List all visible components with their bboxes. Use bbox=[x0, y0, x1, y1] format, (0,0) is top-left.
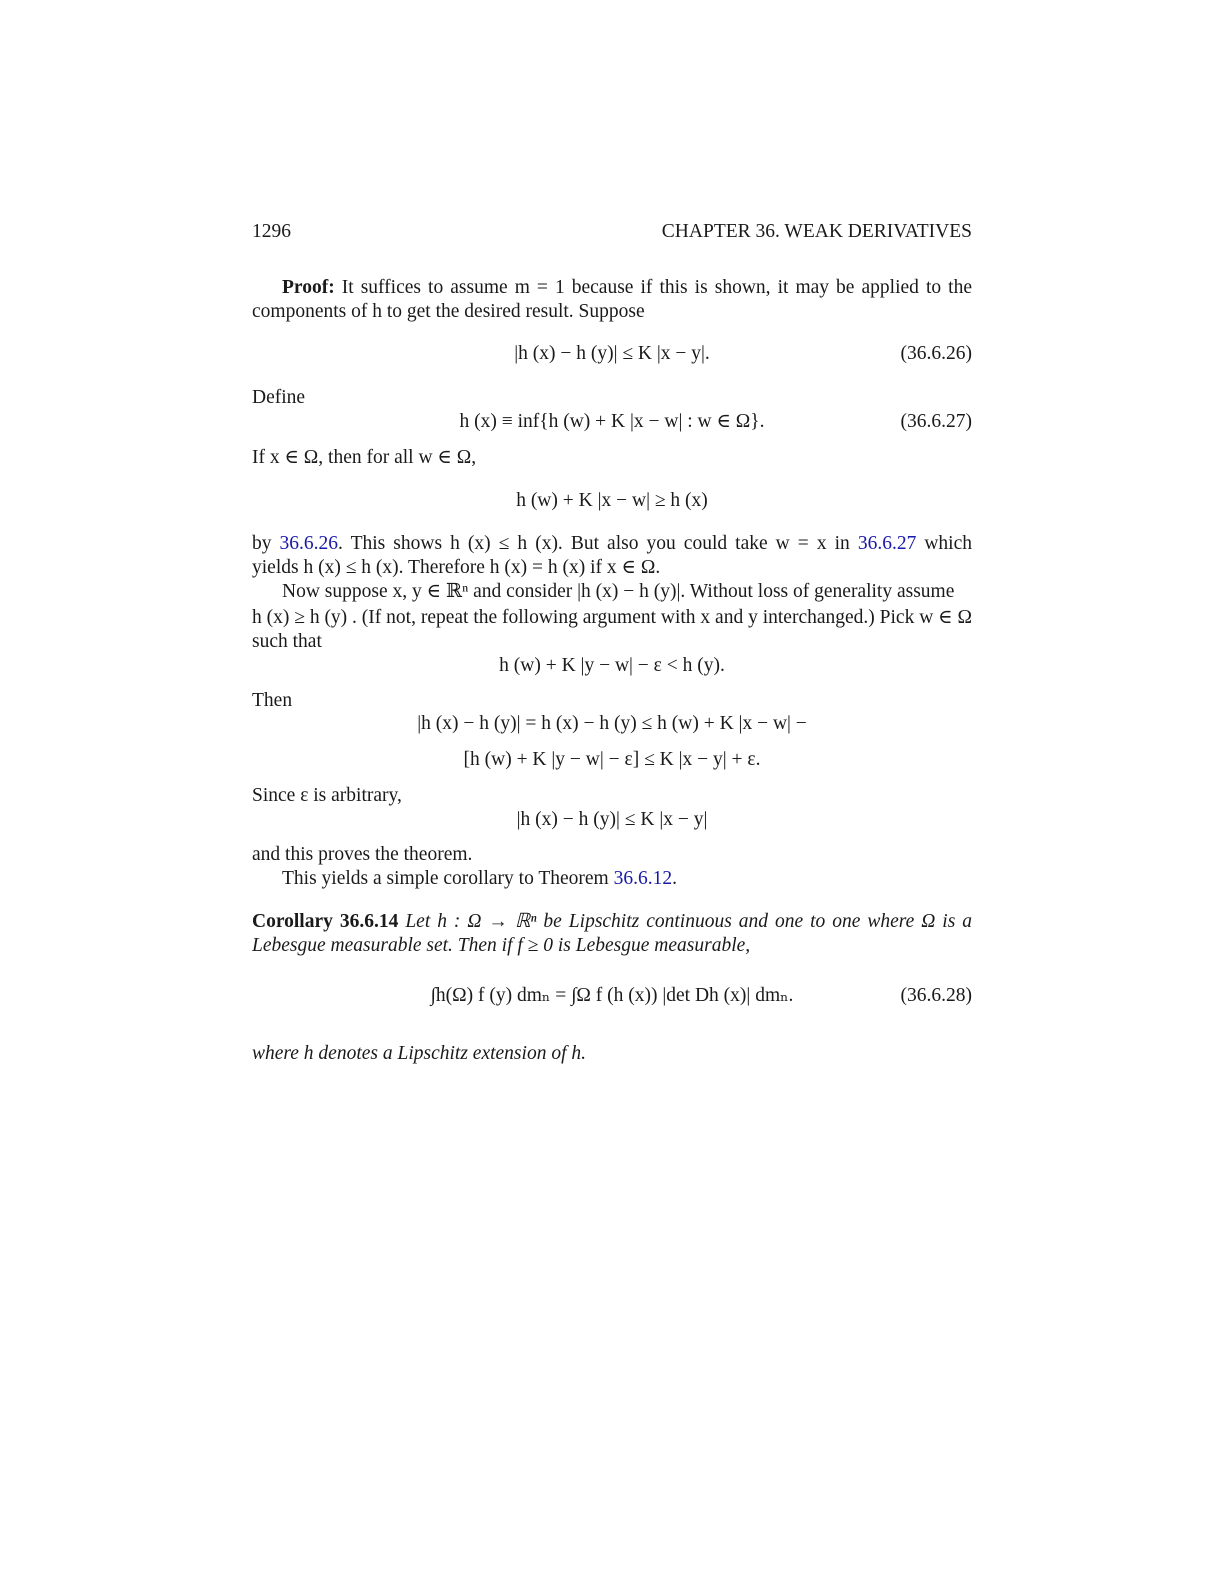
equation-ref-link[interactable]: 36.6.26 bbox=[279, 533, 339, 554]
corollary-label: Corollary 36.6.14 bbox=[252, 911, 399, 932]
corollary-intro: This yields a simple corollary to Theorem 36.6.12. bbox=[282, 868, 677, 889]
equation-number: (36.6.28) bbox=[900, 985, 972, 1006]
equation-36-6-27: h (x) ≡ inf{h (w) + K |x − w| : w ∈ Ω}. bbox=[459, 411, 765, 432]
proves-text: and this proves the theorem. bbox=[252, 844, 473, 865]
chain-inequality-line-2: [h (w) + K |y − w| − ε] ≤ K |x − y| + ε. bbox=[463, 749, 761, 770]
define-text: Define bbox=[252, 387, 306, 408]
now-suppose-line: Now suppose x, y ∈ ℝⁿ and consider |h (x) − h (y)|. Without loss of generality assume bbox=[282, 581, 955, 602]
where-line: where h denotes a Lipschitz extension of h. bbox=[252, 1043, 586, 1064]
chain-inequality-line-1: |h (x) − h (y)| = h (x) − h (y) ≤ h (w) + K |x − w| − bbox=[417, 713, 807, 734]
equation-36-6-26: |h (x) − h (y)| ≤ K |x − y|. bbox=[514, 343, 710, 364]
by-line: by 36.6.26. This shows h (x) ≤ h (x). But also you could take w = x in 36.6.27 which bbox=[252, 533, 973, 554]
corollary-line-2: Lebesgue measurable set. Then if f ≥ 0 is Lebesgue measurable, bbox=[252, 935, 751, 956]
page-number: 1296 bbox=[252, 221, 291, 242]
theorem-ref-link[interactable]: 36.6.12 bbox=[613, 868, 673, 889]
yields-line: yields h (x) ≤ h (x). Therefore h (x) = h (x) if x ∈ Ω. bbox=[252, 557, 661, 578]
equation-number: (36.6.26) bbox=[900, 343, 972, 364]
assumption-line: h (x) ≥ h (y) . (If not, repeat the following argument with x and y interchanged.) Pick w ∈ Ω bbox=[252, 607, 972, 628]
epsilon-inequality: h (w) + K |y − w| − ε < h (y). bbox=[499, 655, 725, 676]
equation-36-6-28: ∫h(Ω) f (y) dmₙ = ∫Ω f (h (x)) |det Dh (x)| dmₙ. bbox=[430, 985, 794, 1006]
such-that-text: such that bbox=[252, 631, 322, 652]
proof-line-2: components of h to get the desired result. Suppose bbox=[252, 301, 645, 322]
proof-line-1: Proof: It suffices to assume m = 1 because if this is shown, it may be applied to the bbox=[282, 277, 972, 298]
inequality-display: h (w) + K |x − w| ≥ h (x) bbox=[516, 490, 708, 511]
lipschitz-inequality: |h (x) − h (y)| ≤ K |x − y| bbox=[516, 809, 708, 830]
chapter-title: CHAPTER 36. WEAK DERIVATIVES bbox=[661, 221, 972, 242]
equation-ref-link[interactable]: 36.6.27 bbox=[857, 533, 917, 554]
proof-label: Proof: bbox=[282, 277, 335, 298]
since-text: Since ε is arbitrary, bbox=[252, 785, 402, 806]
equation-number: (36.6.27) bbox=[900, 411, 972, 432]
if-line: If x ∈ Ω, then for all w ∈ Ω, bbox=[252, 447, 477, 468]
corollary-line-1: Corollary 36.6.14 Let h : Ω → ℝⁿ be Lipschitz continuous and one to one where Ω is a bbox=[252, 911, 972, 932]
then-text: Then bbox=[252, 690, 293, 711]
